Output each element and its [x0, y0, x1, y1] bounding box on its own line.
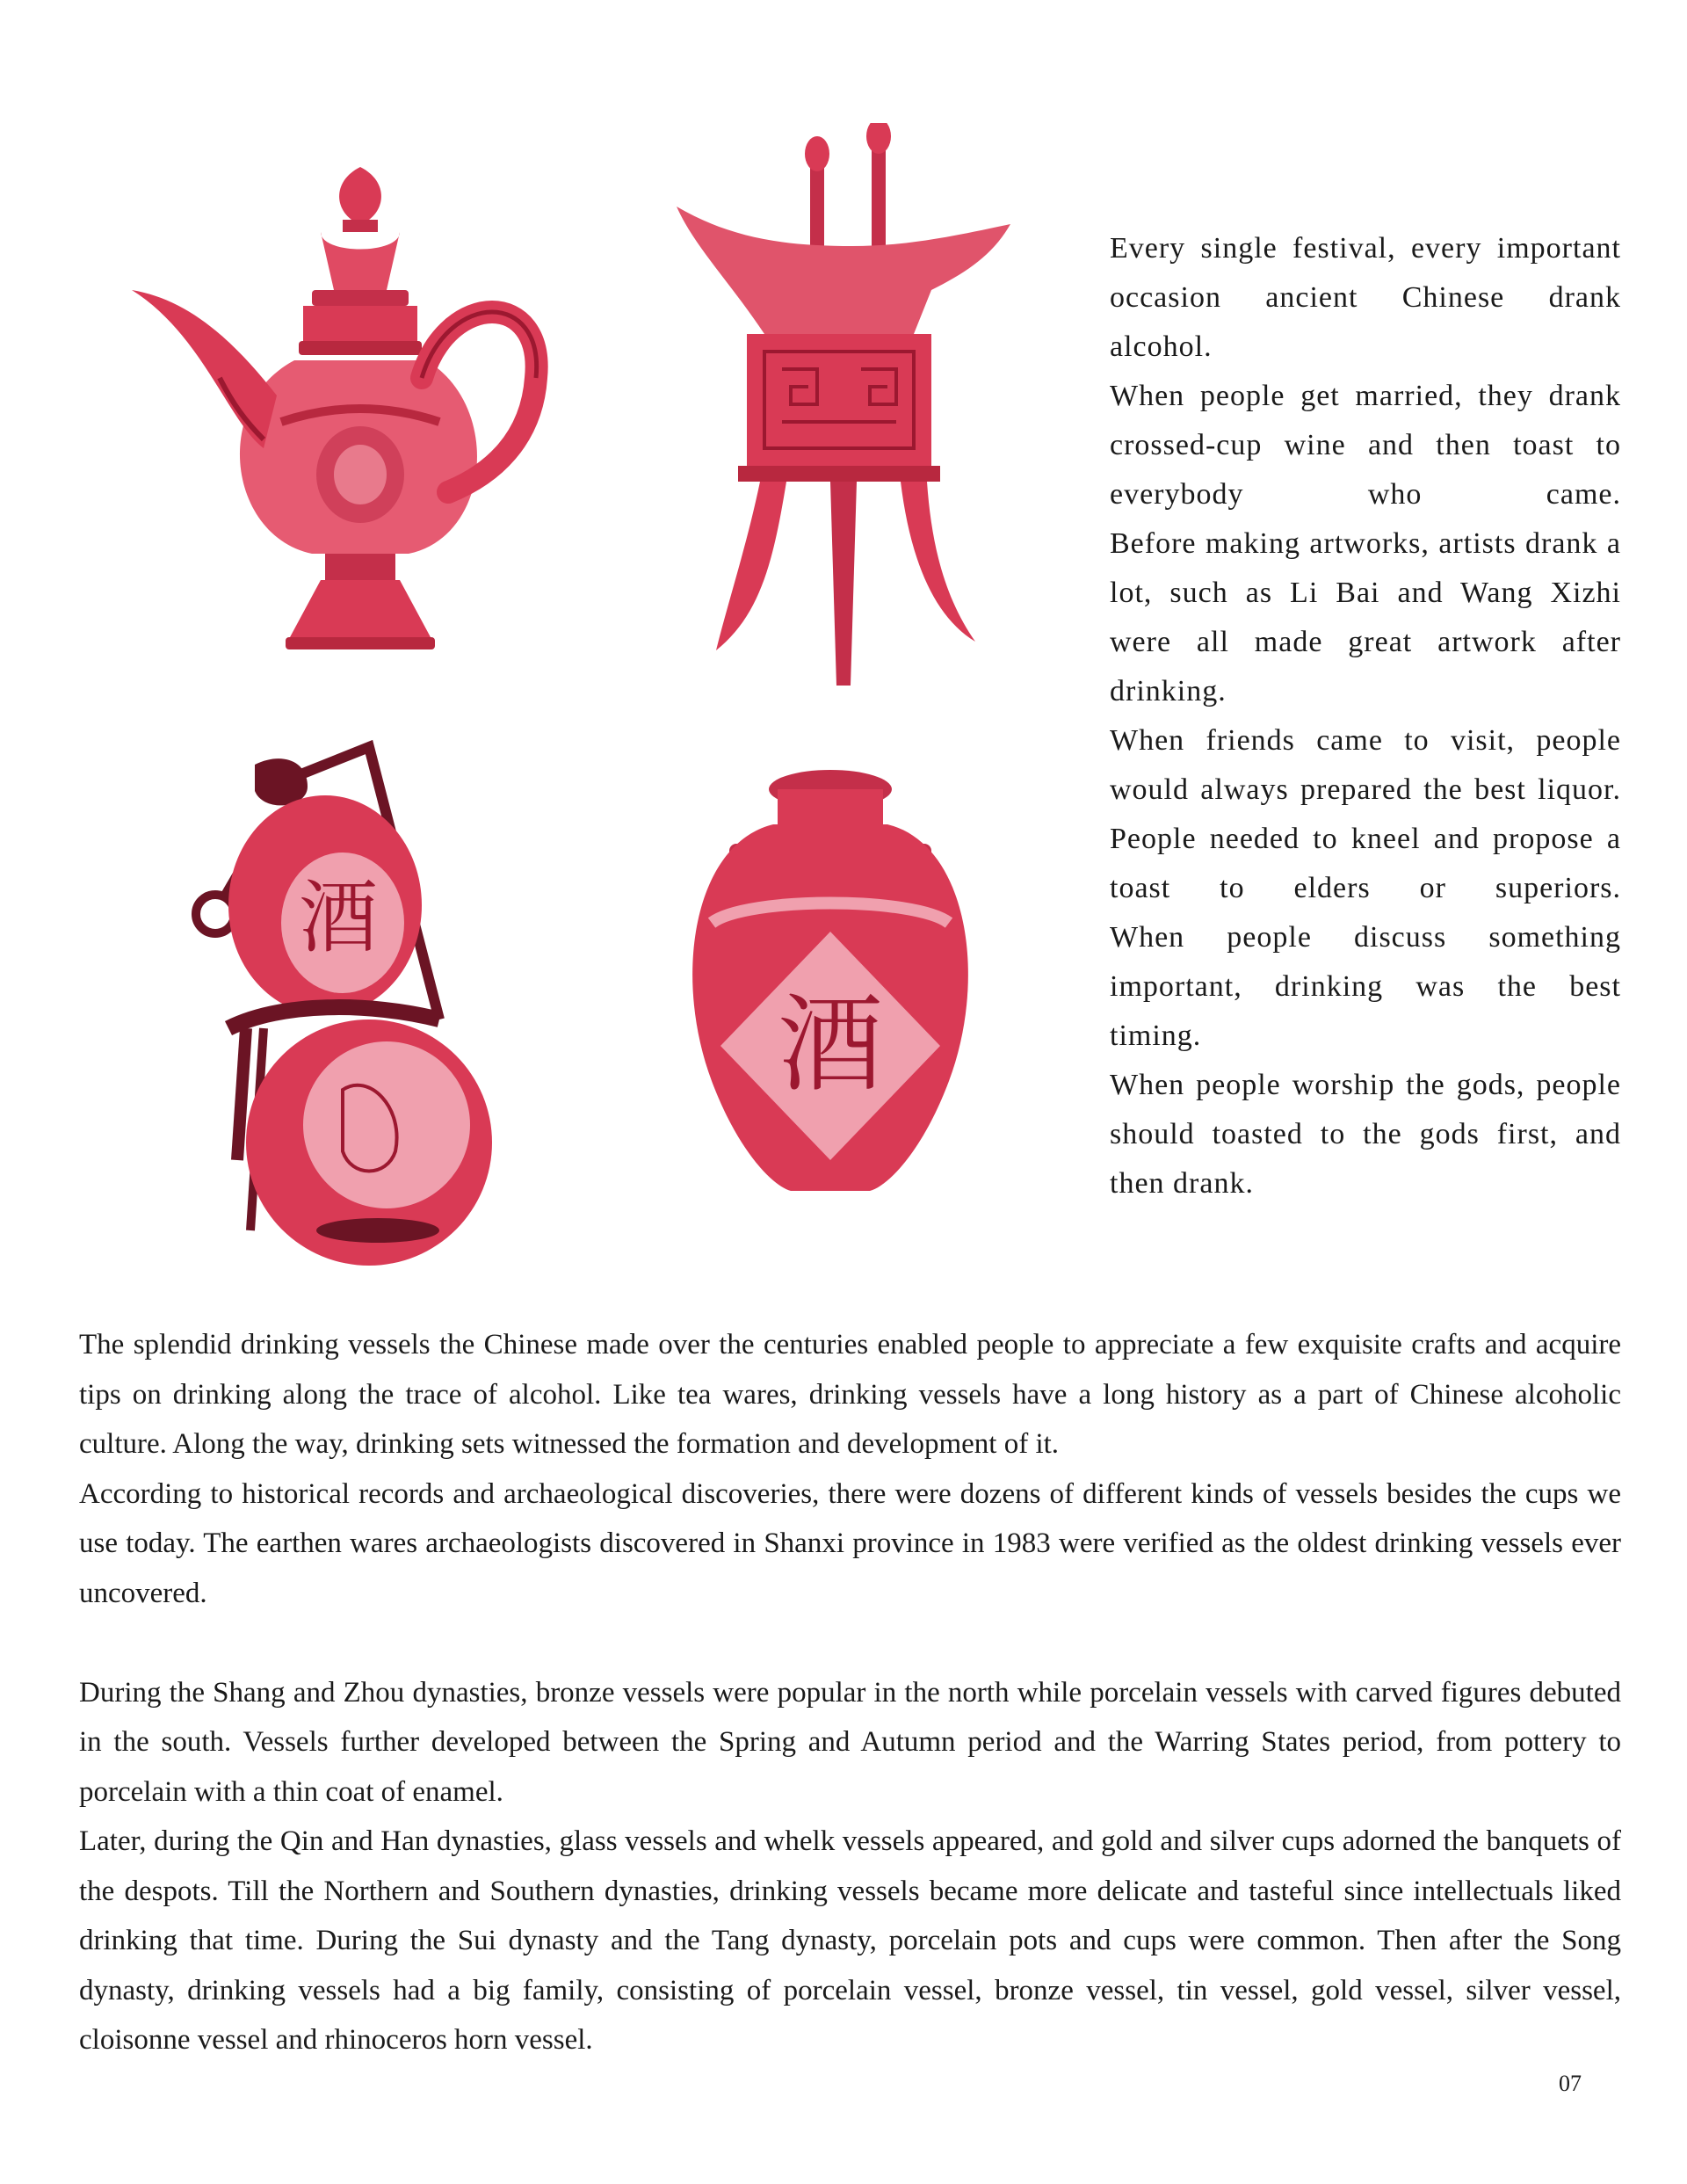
gourd-icon — [176, 738, 562, 1266]
jue-vessel-icon — [677, 123, 1019, 703]
page-number: 07 — [1559, 2071, 1582, 2096]
body-paragraph-4: Later, during the Qin and Han dynasties, glass vessels and whelk vessels appeared, and gold and silver cups adorned the banquets of the despots. Till the Northern and Southern dynasties, drinking vessels became more delicate and tasteful since intellectuals liked drinking that time. During the Sui dynasty and the Tang dynasty, porcelain pots and cups were common. Then after the Song dynasty, drinking vessels had a big family, consisting of porcelain vessel, bronze vessel, tin vessel, gold vessel, silver vessel, cloisonne vessel and rhinoceros horn vessel. — [79, 1825, 1621, 2056]
jar-glyph: 酒 — [778, 984, 883, 1107]
gourd-illustration — [176, 738, 562, 1266]
gourd-glyph: 酒 — [299, 872, 378, 964]
body-text — [79, 1320, 1621, 2065]
side-paragraph-2: When people get married, they drank crossed-cup wine and then toast to everybody who came. — [1110, 380, 1621, 511]
teapot-illustration — [132, 158, 571, 659]
side-paragraph-7: When people worship the gods, people should toasted to the gods first, and then drank. — [1110, 1069, 1621, 1200]
side-paragraph-4: When friends came to visit, people would always prepared the best liquor. — [1110, 724, 1621, 806]
body-paragraph-1: The splendid drinking vessels the Chinese made over the centuries enabled people to appreciate a few exquisite crafts and acquire tips on drinking along the trace of alcohol. Like tea wares, drinking vessels have a long history as a part of Chinese alcoholic culture. Along the way, drinking sets witnessed the formation and development of it. — [79, 1329, 1621, 1460]
jue-illustration — [677, 123, 1019, 703]
paragraph-gap — [79, 1618, 1621, 1668]
side-paragraph-1: Every single festival, every important occasion ancient Chinese drank alcohol. — [1110, 232, 1621, 363]
teapot-icon — [132, 158, 571, 659]
side-paragraph-3: Before making artworks, artists drank a lot, such as Li Bai and Wang Xizhi were all made great artwork after drinking. — [1110, 527, 1621, 707]
side-paragraph-6: When people discuss something important, drinking was the best timing. — [1110, 921, 1621, 1052]
body-paragraph-3: During the Shang and Zhou dynasties, bronze vessels were popular in the north while porcelain vessels with carved figures debuted in the south. Vessels further developed between the Spring and Autumn period and the Warring States period, from pottery to porcelain with a thin coat of enamel. — [79, 1676, 1621, 1808]
side-text-column — [1110, 224, 1621, 1208]
body-paragraph-2: According to historical records and archaeological discoveries, there were dozens of different kinds of vessels besides the cups we use today. The earthen wares archaeologists discovered in Shanxi province in 1983 were verified as the oldest drinking vessels ever uncovered. — [79, 1477, 1621, 1609]
side-paragraph-5: People needed to kneel and propose a toast to elders or superiors. — [1110, 823, 1621, 904]
wine-jar-icon — [677, 765, 984, 1204]
jar-illustration — [677, 765, 984, 1204]
